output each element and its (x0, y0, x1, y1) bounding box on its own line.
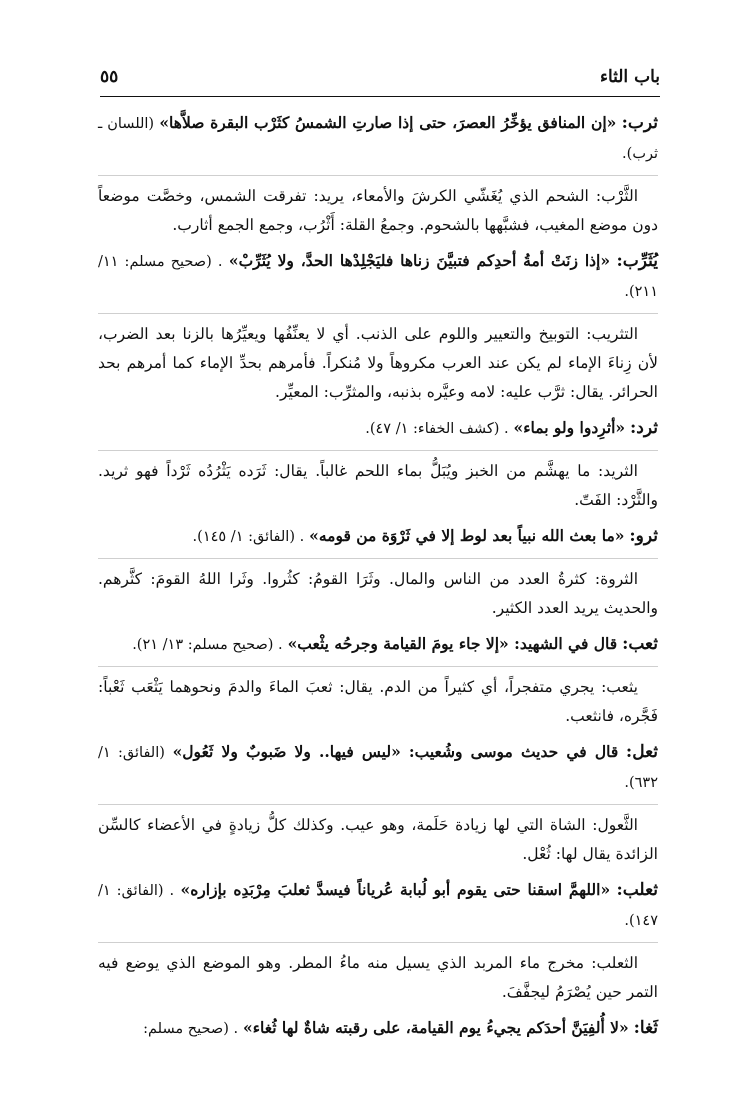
entry-explanation: الثعلب: مخرج ماء المربد الذي يسيل منه ماءُ المطر. وهو الموضع الذي يوضع فيه التمر حين يُصْرَمُ ليجفَّفَ. (98, 954, 658, 1001)
entry-divider (98, 313, 658, 314)
entry-divider (98, 666, 658, 667)
entry-reference: . (الفائق: ١/ ١٤٧). (98, 883, 658, 929)
entry-divider (98, 450, 658, 451)
entry-hadith: «أثرِدوا ولو بماء» (513, 418, 626, 437)
entry-divider (98, 942, 658, 943)
entry-divider (98, 175, 658, 176)
entry-thrd (98, 413, 658, 444)
entry-hadith: قال في الشهيد: «إلا جاء يومَ القيامة وجرحُه يثْعب» (287, 634, 618, 653)
entry-divider (98, 558, 658, 559)
entry-hadith: «إذا زنَتْ أمةُ أحدِكم فتبيَّنَ زناها فليَجْلِدْها الحدَّ، ولا يُثَرِّبْ» (228, 251, 611, 270)
entry-root: ثعل: (625, 742, 659, 762)
page-header (100, 62, 660, 92)
entry-thal (98, 737, 658, 798)
entry-root: ثرب: (621, 113, 658, 133)
entry-hadith: «لا أُلفِيَنَّ أحدَكم يجيءُ يوم القيامة، على رقبته شاةٌ لها ثُغاء» (243, 1018, 629, 1037)
entry-root: ثعلب: (616, 880, 658, 900)
entry-divider (98, 804, 658, 805)
entry-explanation: الثَّعول: الشاة التي لها زيادة حَلَمة، وهو عيب. وكذلك كلُّ زيادةٍ في الأعضاء كالسِّن الزائدة يقال لها: ثُعْل. (98, 816, 658, 863)
entry-root: يُثَرِّب: (616, 251, 658, 271)
entry-root: ثرد: (630, 418, 658, 438)
entry-root: ثرو: (629, 526, 658, 546)
entry-explanation: الثريد: ما يهشَّم من الخبز ويُبَلُّ بماء اللحم غالباً. يقال: ثَرَده يَثْرُدُه ثَرْداً فهو ثريد. والثَّرْد: الفَتّ. (98, 462, 658, 509)
entry-reference: (اللسان ـ ثرب). (98, 116, 658, 162)
entry-reference: . (كشف الخفاء: ١/ ٤٧). (365, 421, 509, 437)
entry-hadith: «ما بعث الله نبياً بعد لوط إلا في ثَرْوَة من قومه» (309, 526, 625, 545)
entry-root: ثَغا: (633, 1018, 658, 1038)
entry-explanation: يثعب: يجري متفجراً، أي كثيراً من الدم. يقال: ثعبَ الماءَ والدمَ ونحوهما يَثْعَب ثَعْباً: فَجَّره، فانثعب. (98, 678, 658, 725)
header-divider (100, 96, 660, 97)
entry-hadith: «اللهمَّ اسقنا حتى يقوم أبو لُبابة عُرياناً فيسدَّ ثعلبَ مِرْبَدِه بإزاره» (180, 880, 611, 899)
entry-hadith: «إن المنافق يؤخِّرُ العصرَ، حتى إذا صارتِ الشمسُ كثَرْب البقرة صلاَّها» (159, 113, 617, 132)
entry-reference: (الفائق: ١/ ٦٣٢). (98, 745, 658, 791)
entry-thrw (98, 521, 658, 552)
entry-hadith: قال في حديث موسى وشُعيب: «ليس فيها.. ولا ضَبوبٌ ولا ثَعُول» (172, 742, 619, 761)
entry-thalab (98, 875, 658, 936)
entry-root: ثعب: (622, 634, 658, 654)
entry-reference: . (صحيح مسلم: (143, 1021, 239, 1037)
entry-yuthrrib (98, 246, 658, 307)
entry-thagha (98, 1013, 658, 1044)
section-title: باب الثاء (599, 67, 660, 87)
entry-thab (98, 629, 658, 660)
entry-explanation: الثَّرْب: الشحم الذي يُغَشّي الكرشَ والأمعاء، يريد: تفرقت الشمس، وخصَّت موضعاً دون موضع المغيب، فشبَّهها بالشحوم. وجمعُ القلة: أَثْرُب، وجمع الجمع أثارب. (98, 187, 658, 234)
page-number: ٥٥ (100, 67, 119, 87)
entry-reference: . (صحيح مسلم: ١١/ ٢١١). (98, 254, 658, 300)
entry-explanation: الثروة: كثرةُ العدد من الناس والمال. وثَرَا القومُ: كثُروا. وثَرا اللهُ القومَ: كثَّرهم. والحديث يريد العدد الكثير. (98, 570, 658, 617)
entry-thrb (98, 108, 658, 169)
dictionary-content (98, 108, 658, 1050)
entry-explanation: التثريب: التوبيخ والتعيير واللوم على الذنب. أي لا يعنِّفُها ويعيِّرُها بالزنا بعد الضرب، لأن زِناءَ الإماء لم يكن عند العرب مكروهاً ولا مُنكراً. فأمرهم بحدِّ الإماء كما أمرهم بحد الحرائر. يقال: ثرَّب عليه: لامه وعيَّره بذنبه، والمثرِّب: المعيِّر. (98, 325, 658, 401)
entry-reference: . (صحيح مسلم: ١٣/ ٢١). (132, 637, 283, 653)
entry-reference: . (الفائق: ١/ ١٤٥). (192, 529, 305, 545)
